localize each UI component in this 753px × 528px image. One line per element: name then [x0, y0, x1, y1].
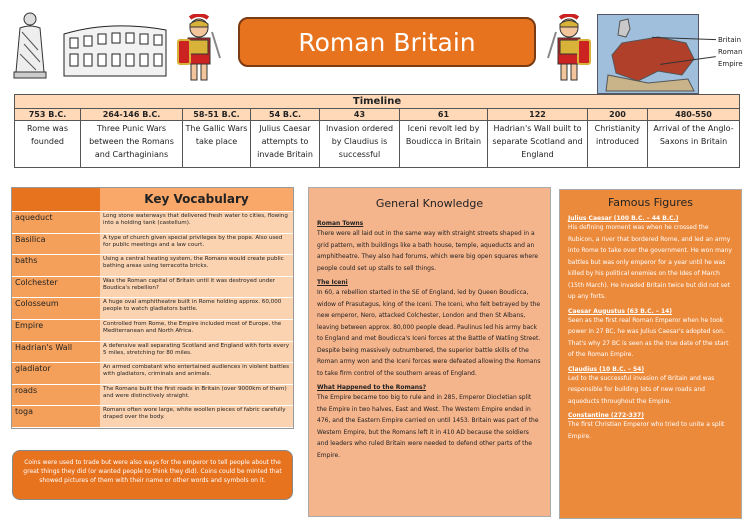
timeline-item	[648, 109, 739, 167]
figure-heading	[568, 366, 733, 373]
timeline-date: 753 B.C.	[15, 109, 80, 121]
vocab-row	[12, 233, 293, 255]
emperor-statue-image	[10, 10, 50, 80]
famous-figures	[559, 189, 742, 519]
timeline-date: 58-51 B.C.	[183, 109, 250, 121]
vocab-row	[12, 211, 293, 233]
vocab-row	[12, 405, 293, 427]
figure-dates: (100 B.C. – 44 B.C.)	[613, 215, 679, 222]
vocab-row	[12, 341, 293, 363]
timeline-event: Christianity introduced	[594, 124, 641, 146]
vocab-definition: A huge oval amphitheatre built in Rome holding approx. 60,000 people to watch gladiators battle.	[100, 298, 293, 319]
timeline-event: Arrival of the Anglo-Saxons in Britain	[653, 124, 734, 146]
vocab-term: toga	[12, 406, 100, 427]
vocab-definition: A defensive wall separating Scotland and England with forts every 5 miles, stretching for 80 miles.	[100, 342, 293, 363]
timeline-item	[488, 109, 588, 167]
timeline-event: The Gallic Wars take place	[185, 124, 248, 146]
figure-dates: (10 B.C. – 54)	[599, 365, 645, 373]
timeline	[14, 94, 740, 168]
timeline-item	[81, 109, 183, 167]
timeline-date: 200	[588, 109, 647, 121]
timeline-date: 264-146 B.C.	[81, 109, 182, 121]
vocab-term: Hadrian's Wall	[12, 342, 100, 363]
figure-heading	[568, 215, 733, 222]
timeline-date: 480-550	[648, 109, 739, 121]
vocab-row	[12, 319, 293, 341]
timeline-item	[183, 109, 251, 167]
page-title: Roman Britain	[238, 17, 536, 67]
figure-text: The first Christian Emperor who tried to unite a split Empire.	[568, 421, 725, 440]
legend-britain: Britain	[718, 36, 742, 44]
figure-heading	[568, 412, 733, 419]
figure-dates: (63 B.C. – 14)	[627, 307, 673, 315]
vocab-term: roads	[12, 385, 100, 406]
vocab-term: aqueduct	[12, 212, 100, 233]
vocab-definition: Romans often wore large, white woollen pieces of fabric carefully draped over the body.	[100, 406, 293, 427]
timeline-date: 54 B.C.	[251, 109, 319, 121]
vocab-term: Empire	[12, 320, 100, 341]
figure-text: His defining moment was when he crossed the Rubicon, a river that bordered Rome, and led an army into Rome to take over the government. He won many battles but was only emperor for a year until he was killed by his political enemies on the Ides of March (15th March). He invaded Britain twice but did not set up any forts.	[568, 224, 732, 300]
roman-empire-map	[597, 14, 699, 94]
vocab-term: Colosseum	[12, 298, 100, 319]
map-legend	[718, 34, 743, 70]
vocab-row	[12, 297, 293, 319]
roman-soldier-right-image	[546, 14, 592, 84]
timeline-date: 43	[320, 109, 399, 121]
timeline-event: Julius Caesar attempts to invade Britain	[257, 124, 313, 159]
gk-heading-roman-towns: Roman Towns	[317, 220, 364, 227]
vocab-definition: Long stone waterways that delivered fresh water to cities, flowing into a holding tank (castellum).	[100, 212, 293, 233]
vocab-definition: The Romans built the first roads in Britain (over 9000km of them) and were distinctively straight.	[100, 385, 293, 406]
vocab-row	[12, 384, 293, 406]
general-knowledge-title: General Knowledge	[375, 197, 484, 210]
gk-heading-what-happened: What Happened to the Romans?	[317, 384, 427, 391]
timeline-title: Timeline	[15, 95, 739, 109]
vocab-definition: Was the Roman capital of Britain until it was destroyed under Boudica's rebellion?	[100, 277, 293, 298]
coins-note: Coins were used to trade but were also ways for the emperor to tell people about the great things they did (or wanted people to think they did). Coins could be minted that showed pictures of them with their name or other words and symbols on it.	[12, 450, 293, 500]
timeline-item	[15, 109, 81, 167]
timeline-event: Hadrian's Wall built to separate Scotland and England	[492, 124, 583, 159]
vocab-row	[12, 254, 293, 276]
timeline-item	[400, 109, 488, 167]
figure-text: Seen as the first real Roman Emperor when he took power in 27 BC, he was Julius Caesar's adopted son. That's why 27 BC is seen as the true date of the start of the Roman Empire.	[568, 316, 729, 358]
legend-empire: Empire	[718, 60, 743, 68]
figure-name: Caesar Augustus	[568, 307, 625, 315]
vocab-title: Key Vocabulary	[100, 188, 293, 211]
vocab-term: gladiator	[12, 363, 100, 384]
vocab-row	[12, 362, 293, 384]
vocab-definition: Controlled from Rome, the Empire included most of Europe, the Mediterranean and North Africa.	[100, 320, 293, 341]
vocab-term: Colchester	[12, 277, 100, 298]
vocab-definition: An armed combatant who entertained audiences in violent battles with gladiators, criminals and animals.	[100, 363, 293, 384]
colosseum-image	[60, 16, 170, 80]
gk-text-what-happened: The Empire became too big to rule and in 285, Emperor Diocletian split the Empire in two halves, East and West. The Western Empire ended in 476, and the Eastern Empire carried on until 1453. Britain was part of the Western Empire, but the Romans left it in 410 AD because the soldiers and leaders who ruled Britain were needed to defend other parts of the Empire.	[317, 394, 539, 459]
vocab-definition: Using a central heating system, the Romans would create public bathing areas using terracotta bricks.	[100, 255, 293, 276]
vocab-term: baths	[12, 255, 100, 276]
timeline-item	[320, 109, 400, 167]
figure-dates: (272-337)	[610, 412, 644, 419]
legend-roman: Roman	[718, 48, 743, 56]
vocab-term: Basilica	[12, 234, 100, 255]
figure-text: Led to the successful invasion of Britain and was responsible for building lots of new roads and aqueducts throughout the Empire.	[568, 374, 715, 405]
timeline-item	[588, 109, 648, 167]
timeline-item	[251, 109, 320, 167]
timeline-event: Invasion ordered by Claudius is successful	[325, 124, 394, 159]
roman-soldier-left-image	[176, 14, 222, 84]
vocab-row	[12, 276, 293, 298]
gk-text-iceni: In 60, a rebellion started in the SE of England, led by Queen Boudicca, widow of Prasutagus, king of the Iceni. The Iceni, who felt betrayed by the new emperor, Nero, attacked Colchester, London and then St Albans, leaving between approx. 80,000 people dead. Paulinus led his army back to England and met Boudicca's Iceni forces at the Battle of Watling Street. Despite being massively outnumbered, the superior battle skills of the Roman army won and the Iceni forces were defeated allowing the Romans to take firm control of the southern areas of England.	[317, 289, 541, 377]
timeline-date: 61	[400, 109, 487, 121]
gk-text-roman-towns: There were all laid out in the same way with straight streets shaped in a grid pattern, with buildings like a bath house, temple, aqueducts and an amphitheatre. They also had forums, which were big open squares where people could set up stalls to sell things.	[317, 230, 539, 272]
timeline-event: Three Punic Wars between the Romans and Carthaginians	[89, 124, 174, 159]
timeline-event: Iceni revolt led by Boudicca in Britain	[405, 124, 482, 146]
vocab-definition: A type of church given special privileges by the pope. Also used for public meetings and a law court.	[100, 234, 293, 255]
timeline-event: Rome was founded	[27, 124, 68, 146]
figure-name: Constantine	[568, 412, 609, 419]
figure-name: Julius Caesar	[568, 215, 612, 222]
figure-heading	[568, 308, 733, 315]
timeline-date: 122	[488, 109, 587, 121]
key-vocabulary	[11, 187, 294, 429]
general-knowledge	[308, 187, 551, 517]
gk-heading-iceni: The Iceni	[317, 279, 348, 286]
figure-name: Claudius	[568, 365, 597, 373]
famous-figures-title: Famous Figures	[607, 196, 694, 209]
